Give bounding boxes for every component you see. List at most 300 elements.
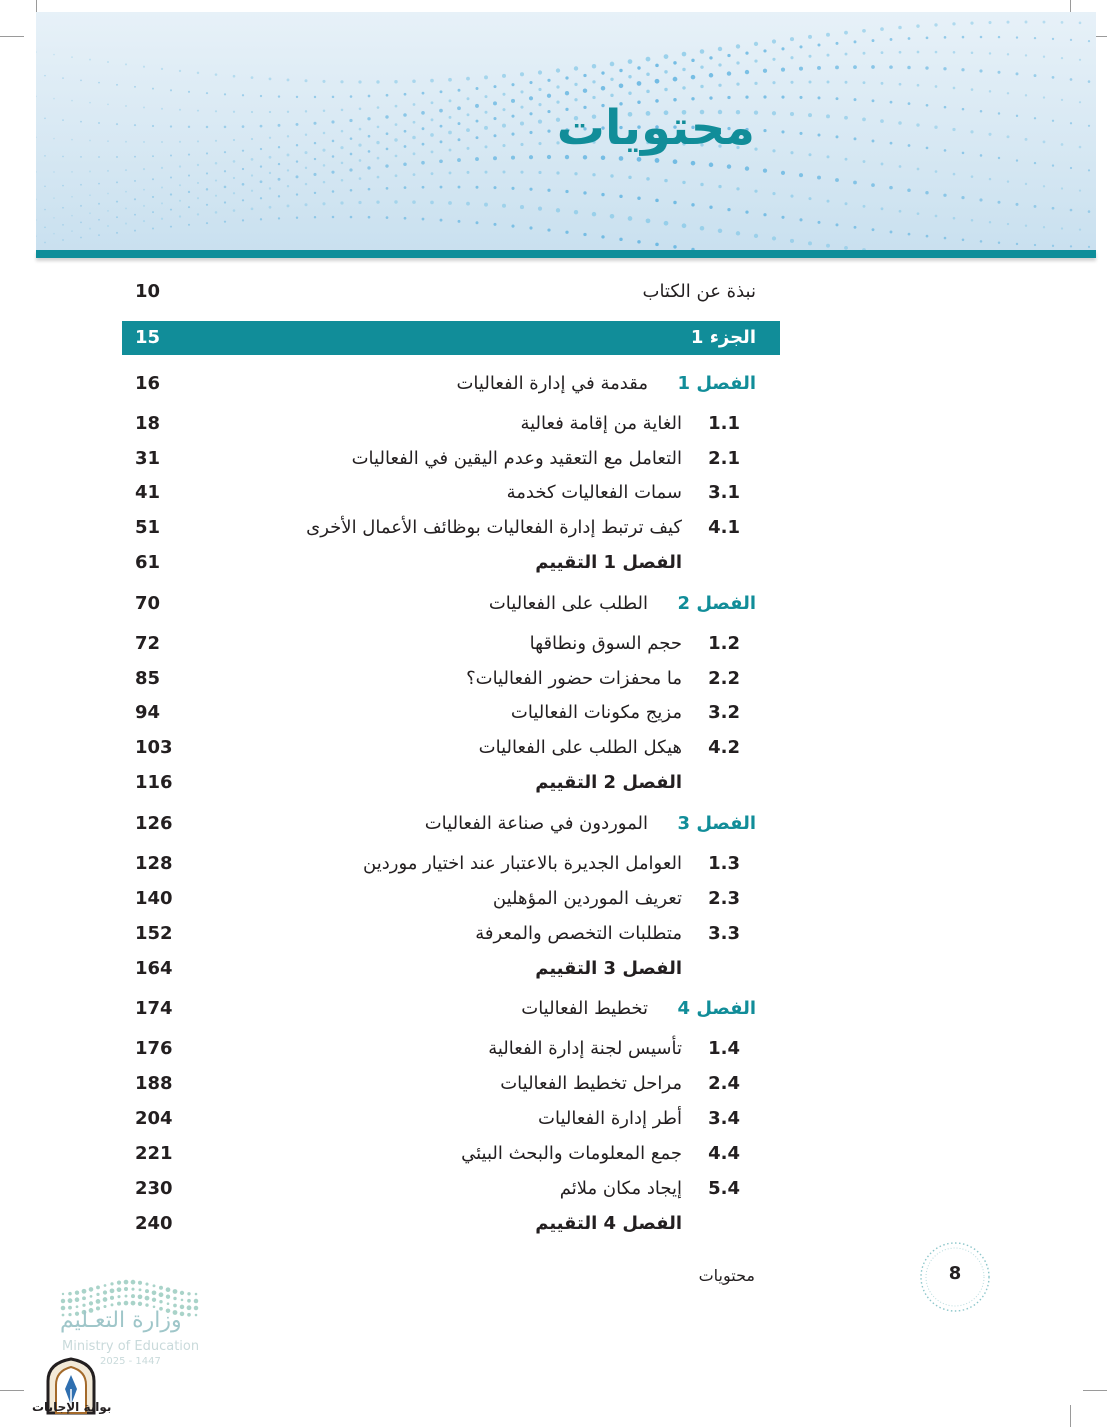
pattern-dot — [53, 171, 55, 173]
chapter-label: الفصل 3 — [677, 813, 756, 834]
pattern-dot — [305, 134, 307, 136]
pattern-dot — [493, 134, 496, 137]
pattern-dot — [350, 137, 353, 140]
pattern-dot — [62, 185, 64, 187]
pattern-dot — [971, 219, 974, 222]
pattern-dot — [845, 53, 848, 56]
pattern-dot — [215, 140, 217, 142]
pattern-dot — [287, 169, 289, 171]
toc-entry-title: سمات الفعاليات كخدمة — [506, 482, 682, 503]
toc-page-number: 176 — [135, 1038, 173, 1059]
pattern-dot — [854, 98, 857, 101]
pattern-dot — [71, 139, 73, 141]
pattern-dot — [98, 219, 100, 221]
pattern-dot — [1043, 226, 1045, 228]
pattern-dot — [754, 42, 758, 46]
pattern-dot — [287, 135, 289, 137]
pattern-dot — [404, 145, 407, 148]
toc-page-number: 230 — [135, 1178, 173, 1199]
pattern-dot — [908, 37, 911, 40]
pattern-dot — [322, 80, 325, 83]
toc-row[interactable] — [122, 407, 780, 441]
pattern-dot — [899, 83, 902, 86]
pattern-dot — [467, 97, 470, 100]
pattern-dot — [1052, 38, 1054, 40]
pattern-dot — [403, 163, 407, 167]
logo-dot — [96, 1293, 99, 1296]
pattern-dot — [763, 213, 766, 216]
toc-entry-title: تأسيس لجنة إدارة الفعالية — [488, 1038, 682, 1059]
logo-dot — [145, 1303, 148, 1306]
toc-page-number: 128 — [135, 853, 173, 874]
toc-part-row[interactable] — [122, 321, 780, 355]
pattern-dot — [422, 218, 425, 221]
pattern-dot — [547, 79, 550, 82]
pattern-dot — [457, 158, 461, 162]
logo-dot — [110, 1282, 113, 1285]
pattern-dot — [260, 218, 262, 220]
pattern-dot — [682, 52, 687, 57]
pattern-dot — [322, 202, 325, 205]
pattern-dot — [376, 80, 379, 83]
toc-chapter-row[interactable] — [122, 587, 780, 621]
pattern-dot — [601, 71, 604, 74]
toc-page-number: 221 — [135, 1143, 173, 1164]
pattern-dot — [592, 64, 596, 68]
logo-dot — [152, 1290, 157, 1295]
pattern-dot — [953, 173, 956, 176]
pattern-dot — [682, 223, 687, 228]
pattern-dot — [691, 203, 694, 206]
logo-dot — [103, 1290, 107, 1294]
pattern-dot — [826, 114, 830, 118]
ministry-name-english: Ministry of Education — [62, 1339, 200, 1354]
pattern-dot — [619, 156, 624, 161]
toc-row[interactable] — [122, 627, 780, 661]
pattern-dot — [988, 21, 991, 24]
pattern-dot — [574, 172, 577, 175]
logo-dot — [145, 1283, 148, 1286]
pattern-dot — [152, 178, 154, 180]
pattern-dot — [538, 119, 542, 123]
pattern-dot — [44, 75, 46, 77]
pattern-dot — [908, 102, 911, 105]
pattern-dot — [242, 94, 244, 96]
pattern-dot — [610, 78, 613, 81]
toc-page-number: 85 — [135, 668, 161, 689]
pattern-dot — [529, 155, 533, 159]
pattern-dot — [349, 168, 352, 171]
pattern-dot — [188, 206, 190, 208]
toc-row[interactable] — [122, 1137, 780, 1171]
pattern-dot — [970, 22, 973, 25]
pattern-dot — [754, 190, 757, 193]
logo-dot — [166, 1287, 171, 1292]
pattern-dot — [952, 22, 955, 25]
pattern-dot — [718, 229, 722, 233]
pattern-dot — [1079, 189, 1081, 191]
pattern-dot — [898, 26, 902, 30]
pattern-dot — [395, 155, 398, 158]
pattern-dot — [215, 73, 218, 76]
toc-row[interactable] — [122, 952, 780, 986]
pattern-dot — [152, 88, 154, 90]
pattern-dot — [98, 156, 100, 158]
pattern-dot — [476, 186, 479, 189]
toc-row[interactable] — [122, 1207, 780, 1241]
pattern-dot — [980, 240, 983, 243]
pattern-dot — [350, 153, 353, 156]
logo-dot — [159, 1300, 162, 1303]
pattern-dot — [781, 130, 784, 133]
pattern-dot — [827, 155, 830, 158]
pattern-dot — [125, 223, 127, 225]
logo-dot — [180, 1291, 184, 1295]
pattern-dot — [953, 217, 956, 220]
logo-dot — [173, 1289, 178, 1294]
pattern-dot — [592, 96, 595, 99]
pattern-dot — [224, 151, 226, 153]
pattern-dot — [790, 81, 793, 84]
pattern-dot — [431, 101, 434, 104]
logo-dot — [90, 1295, 93, 1298]
pattern-dot — [161, 187, 163, 189]
pattern-dot — [637, 81, 642, 86]
toc-entry-title: ما محفزات حضور الفعاليات؟ — [466, 668, 682, 689]
pattern-dot — [36, 136, 37, 138]
pattern-dot — [763, 129, 766, 132]
pattern-dot — [899, 165, 902, 168]
pattern-dot — [179, 165, 181, 167]
pattern-dot — [871, 65, 875, 69]
toc-row[interactable] — [122, 1172, 780, 1206]
pattern-dot — [313, 122, 316, 125]
pattern-dot — [485, 171, 488, 174]
pattern-dot — [691, 161, 696, 166]
pattern-dot — [143, 220, 145, 222]
pattern-dot — [529, 96, 533, 100]
pattern-dot — [962, 36, 965, 39]
toc-row[interactable] — [122, 882, 780, 916]
logo-dot — [61, 1299, 65, 1303]
pattern-dot — [781, 96, 784, 99]
pattern-dot — [197, 197, 199, 199]
pattern-dot — [502, 144, 505, 147]
toc-row[interactable] — [122, 1032, 780, 1066]
pattern-dot — [322, 149, 325, 152]
pattern-dot — [520, 205, 524, 209]
pattern-dot — [953, 87, 956, 90]
crop-mark — [1070, 1405, 1071, 1427]
pattern-dot — [845, 158, 848, 161]
toc-row[interactable] — [122, 511, 780, 545]
pattern-dot — [467, 113, 470, 116]
toc-chapter-row[interactable] — [122, 367, 780, 401]
pattern-dot — [646, 177, 650, 181]
pattern-dot — [71, 100, 73, 102]
pattern-dot — [1052, 164, 1054, 166]
pattern-dot — [386, 132, 389, 135]
logo-dot — [195, 1293, 198, 1296]
toc-entry-title: الجزء 1 — [690, 327, 756, 348]
pattern-dot — [664, 179, 667, 182]
pattern-dot — [358, 144, 361, 147]
pattern-dot — [980, 154, 983, 157]
toc-entry-title: تعريف الموردين المؤهلين — [492, 888, 682, 909]
pattern-dot — [538, 70, 542, 74]
pattern-dot — [745, 211, 748, 214]
toc-entry-title: مقدمة في إدارة الفعاليات — [456, 373, 648, 394]
pattern-dot — [754, 82, 757, 85]
pattern-dot — [691, 75, 696, 80]
pattern-dot — [341, 109, 344, 112]
toc-page-number: 16 — [135, 373, 161, 394]
pattern-dot — [908, 144, 911, 147]
pattern-dot — [71, 56, 73, 58]
pattern-dot — [1043, 141, 1046, 144]
pattern-dot — [206, 222, 208, 224]
pattern-dot — [817, 96, 820, 99]
pattern-dot — [934, 126, 937, 129]
toc-row[interactable] — [122, 847, 780, 881]
pattern-dot — [170, 209, 172, 211]
pattern-dot — [736, 83, 739, 86]
pattern-dot — [36, 171, 37, 173]
pattern-dot — [1043, 21, 1046, 24]
toc-entry-title: حجم السوق ونطاقها — [529, 633, 682, 654]
pattern-dot — [278, 195, 280, 197]
pattern-dot — [845, 202, 848, 205]
pattern-dot — [817, 221, 820, 224]
pattern-dot — [944, 106, 947, 109]
pattern-dot — [808, 197, 811, 200]
toc-row[interactable] — [122, 766, 780, 800]
pattern-dot — [287, 111, 289, 113]
pattern-dot — [610, 62, 615, 67]
pattern-dot — [107, 193, 109, 195]
pattern-dot — [952, 128, 955, 131]
pattern-dot — [314, 142, 316, 144]
pattern-dot — [854, 137, 857, 140]
pattern-dot — [908, 233, 911, 236]
pattern-dot — [143, 168, 145, 170]
pattern-dot — [260, 148, 262, 150]
toc-chapter-row[interactable] — [122, 992, 780, 1026]
crop-mark — [0, 1390, 24, 1391]
pattern-dot — [251, 207, 254, 210]
toc-page-number: 116 — [135, 772, 173, 793]
toc-entry-title: جمع المعلومات والبحث البيئي — [461, 1143, 682, 1164]
pattern-dot — [161, 141, 163, 143]
pattern-dot — [296, 144, 298, 146]
pattern-dot — [1016, 36, 1018, 38]
pattern-dot — [1034, 162, 1036, 164]
toc-row[interactable] — [122, 546, 780, 580]
pattern-dot — [736, 44, 740, 48]
pattern-dot — [709, 163, 714, 168]
logo-dot — [68, 1292, 72, 1296]
toc-row[interactable] — [122, 442, 780, 476]
pattern-dot — [484, 203, 488, 207]
pattern-dot — [889, 186, 893, 190]
pattern-dot — [251, 76, 254, 79]
pattern-dot — [727, 164, 731, 168]
pattern-dot — [790, 151, 793, 154]
logo-dot — [131, 1294, 135, 1298]
pattern-dot — [395, 105, 398, 108]
pattern-dot — [1007, 135, 1010, 138]
pattern-dot — [458, 122, 461, 125]
pattern-dot — [881, 51, 884, 54]
logo-dot — [145, 1296, 150, 1301]
pattern-dot — [520, 121, 524, 125]
pattern-dot — [827, 200, 830, 203]
toc-row[interactable] — [122, 917, 780, 951]
pattern-dot — [179, 200, 181, 202]
logo-dot — [139, 1288, 142, 1291]
toc-entry-title: نبذة عن الكتاب — [642, 281, 756, 302]
pattern-dot — [1088, 210, 1091, 213]
pattern-dot — [269, 111, 271, 113]
pattern-dot — [1016, 72, 1019, 75]
pattern-dot — [962, 239, 965, 242]
pattern-dot — [224, 186, 227, 189]
pattern-dot — [547, 130, 550, 133]
pattern-dot — [440, 90, 443, 93]
pattern-dot — [854, 40, 857, 43]
chapter-label: الفصل 1 — [677, 373, 756, 394]
pattern-dot — [296, 123, 299, 126]
pattern-dot — [664, 70, 667, 73]
pattern-dot — [71, 215, 73, 217]
toc-row[interactable] — [122, 662, 780, 696]
toc-page-number: 18 — [135, 413, 161, 434]
pattern-dot — [917, 212, 920, 215]
pattern-dot — [386, 148, 389, 151]
toc-entry-title: مزيج مكونات الفعاليات — [510, 702, 682, 723]
pattern-dot — [565, 76, 568, 79]
toc-row[interactable] — [122, 696, 780, 730]
pattern-dot — [709, 206, 712, 209]
pattern-dot — [961, 68, 964, 71]
pattern-dot — [143, 106, 145, 108]
pattern-dot — [260, 95, 262, 97]
pattern-dot — [628, 59, 633, 64]
pattern-dot — [772, 81, 775, 84]
pattern-dot — [179, 184, 181, 186]
pattern-dot — [592, 80, 595, 83]
pattern-dot — [206, 172, 208, 174]
pattern-dot — [179, 70, 181, 72]
pattern-dot — [242, 219, 244, 221]
pattern-dot — [745, 166, 749, 170]
pattern-dot — [799, 67, 803, 71]
pattern-dot — [44, 155, 46, 157]
pattern-dot — [430, 133, 434, 137]
pattern-dot — [682, 181, 685, 184]
pattern-dot — [251, 158, 254, 161]
pattern-dot — [845, 81, 848, 84]
pattern-dot — [89, 228, 91, 230]
pattern-dot — [359, 128, 362, 131]
pattern-dot — [961, 196, 964, 199]
pattern-dot — [790, 112, 794, 116]
pattern-dot — [448, 131, 452, 135]
pattern-dot — [601, 156, 606, 161]
pattern-dot — [511, 133, 514, 136]
pattern-dot — [592, 173, 595, 176]
pattern-dot — [853, 181, 857, 185]
banner-divider — [36, 250, 1096, 258]
pattern-dot — [628, 75, 631, 78]
pattern-dot — [574, 83, 577, 86]
pattern-dot — [664, 221, 669, 226]
pattern-dot — [143, 189, 145, 191]
toc-entry-title: إيجاد مكان ملائم — [559, 1178, 682, 1199]
toc-row[interactable] — [122, 1102, 780, 1136]
pattern-dot — [385, 115, 388, 118]
toc-row[interactable] — [122, 275, 780, 309]
toc-chapter-row[interactable] — [122, 807, 780, 841]
pattern-dot — [1025, 225, 1027, 227]
pattern-dot — [98, 183, 100, 185]
pattern-dot — [179, 215, 181, 217]
pattern-dot — [89, 102, 91, 104]
toc-row[interactable] — [122, 476, 780, 510]
pattern-dot — [233, 75, 236, 78]
pattern-dot — [925, 66, 928, 69]
pattern-dot — [80, 156, 82, 158]
toc-row[interactable] — [122, 1067, 780, 1101]
toc-row[interactable] — [122, 731, 780, 765]
pattern-dot — [745, 96, 748, 99]
pattern-dot — [890, 38, 893, 41]
pattern-dot — [385, 164, 388, 167]
pattern-dot — [826, 33, 830, 37]
pattern-dot — [953, 51, 956, 54]
logo-dot — [131, 1288, 134, 1291]
pattern-dot — [520, 171, 523, 174]
pattern-dot — [412, 79, 416, 83]
logo-dot — [96, 1286, 100, 1290]
pattern-dot — [368, 188, 371, 191]
pattern-dot — [233, 111, 235, 113]
pattern-dot — [403, 113, 407, 117]
pattern-dot — [628, 92, 631, 95]
pattern-dot — [260, 125, 263, 128]
logo-dot — [187, 1313, 191, 1317]
pattern-dot — [817, 66, 821, 70]
pattern-dot — [673, 201, 676, 204]
pattern-dot — [872, 39, 875, 42]
pattern-dot — [817, 134, 820, 137]
pattern-dot — [440, 125, 443, 128]
pattern-dot — [1079, 228, 1081, 230]
pattern-dot — [926, 37, 929, 40]
pattern-dot — [215, 211, 218, 214]
logo-dot — [124, 1301, 129, 1306]
pattern-dot — [926, 147, 929, 150]
pattern-dot — [943, 67, 946, 70]
pattern-dot — [1088, 246, 1090, 248]
pattern-dot — [926, 104, 929, 107]
pattern-dot — [107, 170, 109, 172]
pattern-dot — [1043, 56, 1045, 58]
pattern-dot — [511, 83, 514, 86]
pattern-dot — [1052, 120, 1054, 122]
pattern-dot — [485, 111, 488, 114]
pattern-dot — [44, 185, 46, 187]
